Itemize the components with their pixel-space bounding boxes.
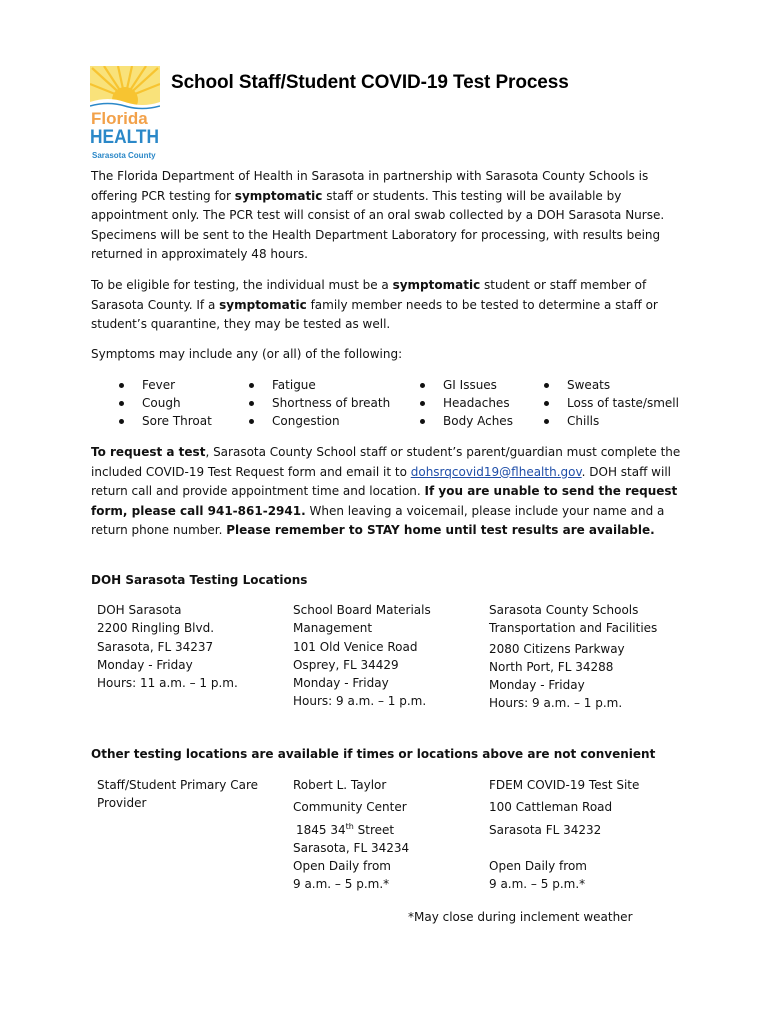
page-title: School Staff/Student COVID-19 Test Process (171, 72, 569, 93)
location-school-board: School Board Materials Management 101 Old Venice Road Osprey, FL 34429 Monday - Friday Hours: 9 a.m. – 1 p.m. (293, 603, 431, 709)
other-location-fdem: FDEM COVID-19 Test Site 100 Cattleman Road Sarasota FL 34232 Open Daily from 9 a.m. – 5 p.m.* (489, 778, 640, 892)
list-item: Chills (542, 412, 679, 430)
weather-footnote: *May close during inclement weather (408, 910, 633, 924)
locations-heading: DOH Sarasota Testing Locations (91, 573, 308, 587)
other-location-primary-care: Staff/Student Primary Care Provider (97, 778, 259, 811)
symptoms-intro: Symptoms may include any (or all) of the following: (91, 347, 403, 361)
list-item: Fever (117, 376, 212, 394)
request-paragraph: To request a test, Sarasota County School staff or student’s parent/guardian must complete the included COVID-19 Test Request form and email it to dohsrqcovid19@flhealth.gov. DOH staff will return call and provide appointment time and location. If you are unable to send the request form, please call 941-861-2941. When leaving a voicemail, please include your name and a return phone number. Please remember to STAY home until test results are available. (91, 445, 681, 537)
intro-paragraph: The Florida Department of Health in Sarasota in partnership with Sarasota County Schools is offering PCR testing for symptomatic staff or students. This testing will be available by appointment only. The PCR test will consist of an oral swab collected by a DOH Sarasota Nurse. Specimens will be sent to the Health Department Laboratory for processing, with results being returned in approximately 48 hours. (91, 169, 665, 261)
email-link[interactable]: dohsrqcovid19@flhealth.gov (410, 464, 582, 479)
symptom-list-2 (247, 376, 390, 430)
eligibility-paragraph: To be eligible for testing, the individual must be a symptomatic student or staff member of Sarasota County. If a symptomatic family member needs to be tested to determine a staff or student’s quarantine, they may be tested as well. (91, 278, 658, 331)
symptom-list-3 (418, 376, 513, 430)
list-item: Congestion (247, 412, 390, 430)
other-locations-heading: Other testing locations are available if times or locations above are not convenient (91, 747, 656, 761)
list-item: Fatigue (247, 376, 390, 394)
list-item: Body Aches (418, 412, 513, 430)
logo-line3: Sarasota County (92, 151, 156, 160)
list-item: Headaches (418, 394, 513, 412)
florida-health-logo (90, 66, 160, 162)
list-item: Sore Throat (117, 412, 212, 430)
list-item: Cough (117, 394, 212, 412)
other-location-community-center: Robert L. Taylor Community Center 1845 34th Street Sarasota, FL 34234 Open Daily from 9 a.m. – 5 p.m.* (293, 778, 410, 892)
list-item: Shortness of breath (247, 394, 390, 412)
location-doh-sarasota: DOH Sarasota 2200 Ringling Blvd. Sarasota, FL 34237 Monday - Friday Hours: 11 a.m. – 1 p.m. (97, 603, 238, 691)
symptom-list-4 (542, 376, 679, 430)
list-item: Sweats (542, 376, 679, 394)
list-item: Loss of taste/smell (542, 394, 679, 412)
logo-line1: Florida (91, 109, 148, 128)
list-item: GI Issues (418, 376, 513, 394)
location-transportation: Sarasota County Schools Transportation and Facilities 2080 Citizens Parkway North Port, FL 34288 Monday - Friday Hours: 9 a.m. – 1 p.m. (489, 603, 658, 711)
symptom-list-1 (117, 376, 212, 430)
logo-line2: HEALTH (90, 127, 159, 148)
